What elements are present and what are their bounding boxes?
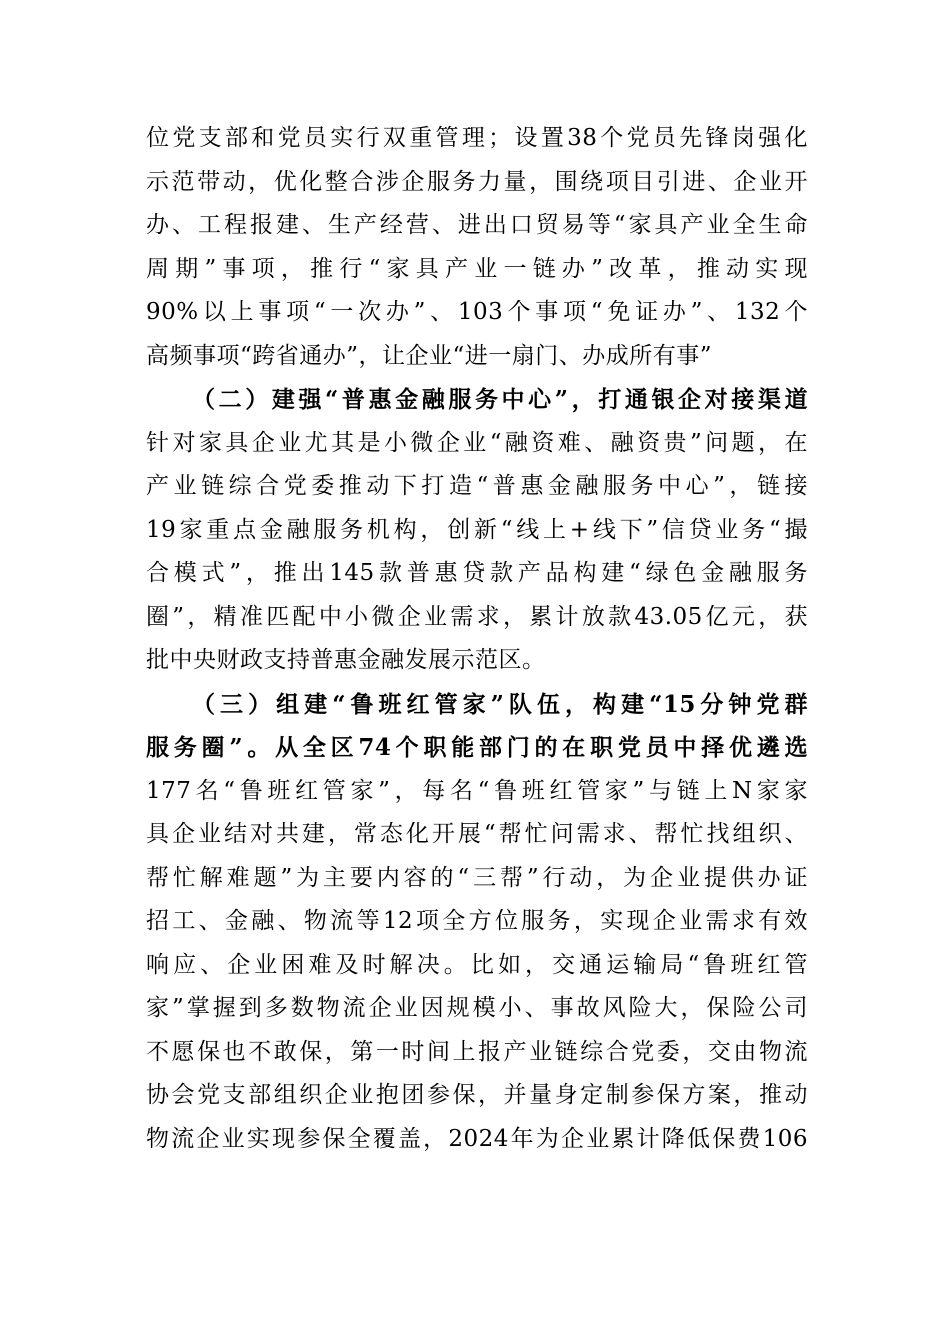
body-line: 周期”事项，推行“家具产业一链办”改革，推动实现 bbox=[146, 255, 808, 282]
body-line: 177名“鲁班红管家”，每名“鲁班红管家”与链上N家家 bbox=[146, 777, 808, 804]
body-line: 合模式”，推出145款普惠贷款产品构建“绿色金融服务 bbox=[146, 560, 808, 586]
body-line: 不愿保也不敢保，第一时间上报产业链综合党委，交由物流 bbox=[146, 1038, 808, 1065]
body-line: 具企业结对共建，常态化开展“帮忙问需求、帮忙找组织、 bbox=[146, 821, 808, 847]
body-line: 响应、企业困难及时解决。比如，交通运输局“鲁班红管 bbox=[146, 951, 808, 978]
body-line: 19家重点金融服务机构，创新“线上+线下”信贷业务“撮 bbox=[146, 516, 808, 543]
body-line: 圈”，精准匹配中小微企业需求，累计放款43.05亿元，获 bbox=[146, 603, 808, 630]
body-line: 协会党支部组织企业抱团参保，并量身定制参保方案，推动 bbox=[146, 1082, 808, 1108]
body-line: 针对家具企业尤其是小微企业“融资难、融资贵”问题，在 bbox=[146, 429, 808, 456]
body-line: 示范带动，优化整合涉企服务力量，围绕项目引进、企业开 bbox=[146, 168, 808, 195]
body-line: 位党支部和党员实行双重管理；设置38个党员先锋岗强化 bbox=[146, 125, 808, 151]
body-line: 产业链综合党委推动下打造“普惠金融服务中心”，链接 bbox=[146, 473, 808, 499]
document-body bbox=[146, 117, 808, 1161]
body-line: 招工、金融、物流等12项全方位服务，实现企业需求有效 bbox=[146, 908, 808, 934]
body-line: 帮忙解难题”为主要内容的“三帮”行动，为企业提供办证 bbox=[146, 864, 808, 891]
body-line: 90%以上事项“一次办”、103个事项“免证办”、132个 bbox=[146, 299, 808, 325]
section-heading-3: （三）组建“鲁班红管家”队伍，构建“15分钟党群 bbox=[192, 690, 808, 718]
body-line: 办、工程报建、生产经营、进出口贸易等“家具产业全生命 bbox=[146, 212, 808, 238]
body-line: 高频事项“跨省通办”，让企业“进一扇门、办成所有事” bbox=[146, 342, 713, 369]
body-line: 家”掌握到多数物流企业因规模小、事故风险大，保险公司 bbox=[146, 995, 808, 1021]
section-heading-3-continued: 服务圈”。从全区74个职能部门的在职党员中择优遴选 bbox=[146, 734, 808, 761]
body-line: 物流企业实现参保全覆盖，2024年为企业累计降低保费106 bbox=[146, 1125, 808, 1152]
body-line: 批中央财政支持普惠金融发展示范区。 bbox=[146, 647, 546, 673]
section-heading-2: （二）建强“普惠金融服务中心”，打通银企对接渠道 bbox=[192, 386, 808, 413]
